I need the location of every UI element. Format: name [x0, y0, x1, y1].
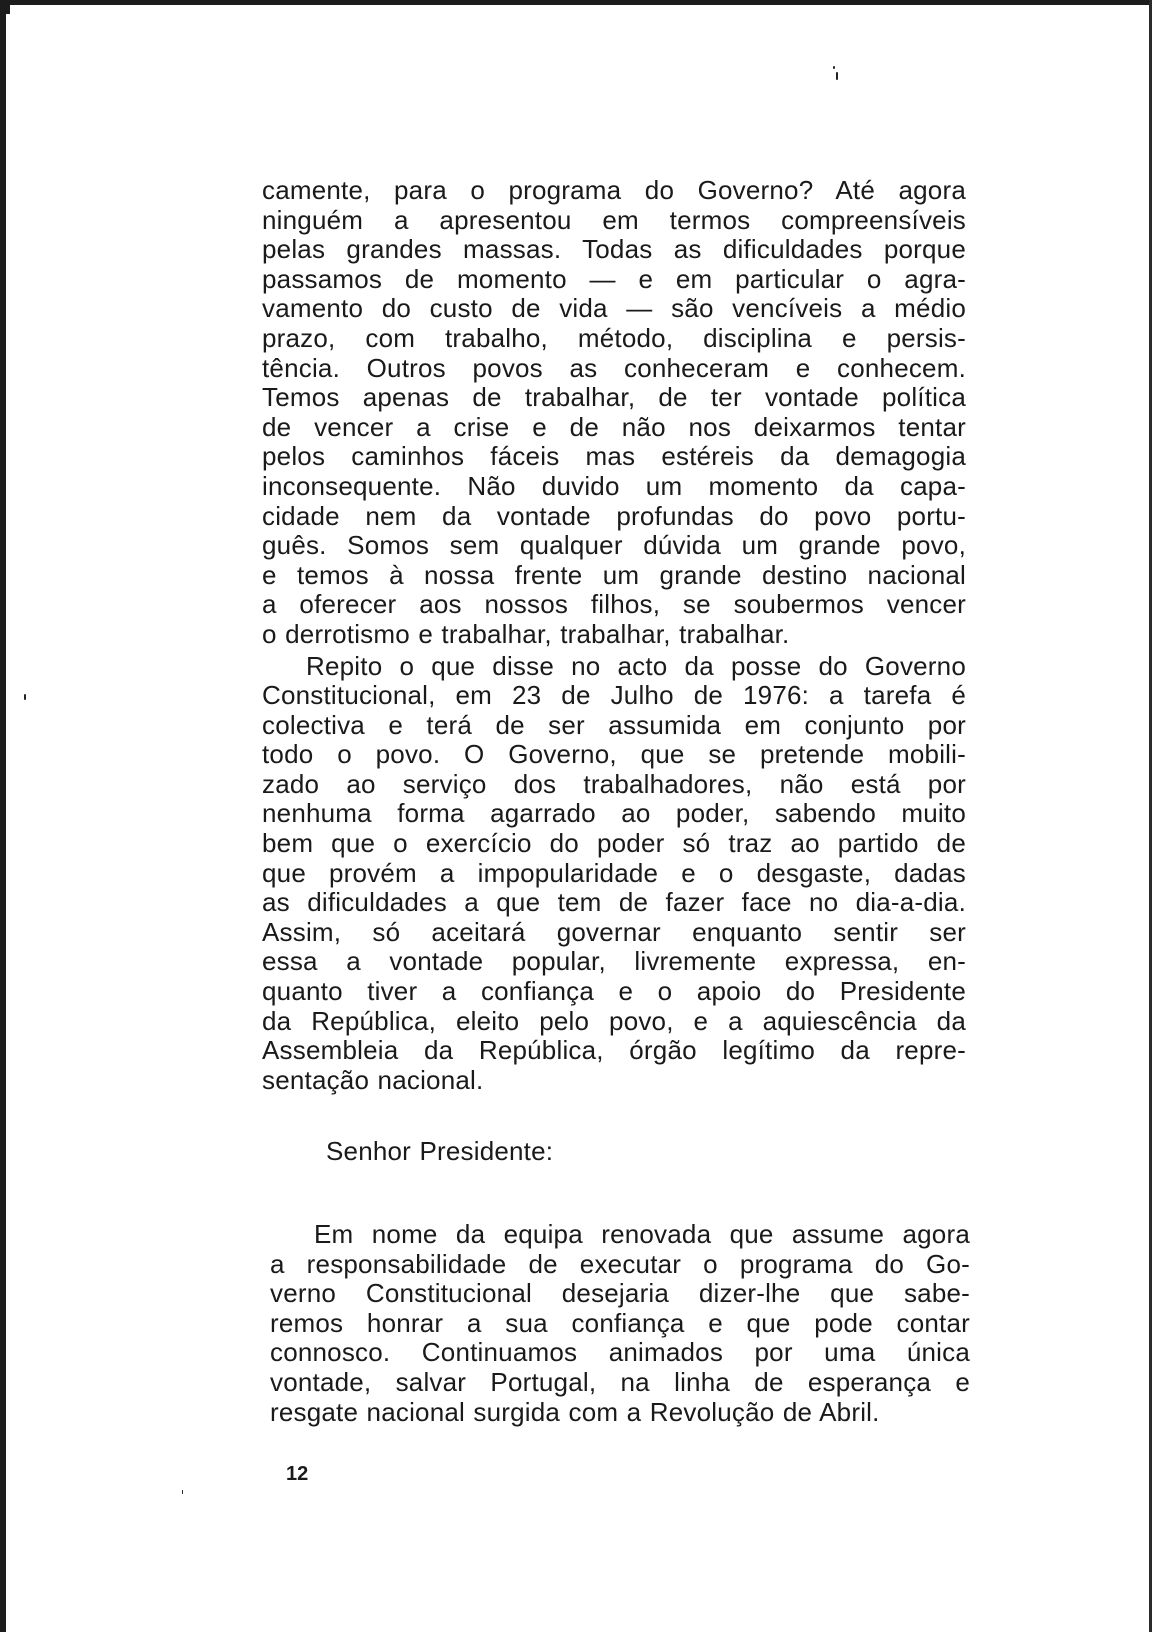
text-line: camente, para o programa do Governo? Até agora — [262, 175, 966, 205]
scan-speck — [182, 1490, 183, 1494]
scan-speck — [24, 694, 26, 700]
scan-border-top — [0, 0, 1152, 5]
salutation: Senhor Presidente: — [326, 1136, 554, 1166]
text-line: sentação nacional. — [262, 1064, 484, 1095]
text-line: passamos de momento — e em particular o agra- — [262, 263, 966, 294]
text-line: nenhuma forma agarrado ao poder, sabendo muito — [262, 798, 966, 829]
text-line: Em nome da equipa renovada que assume agora — [314, 1219, 970, 1249]
text-line: Assembleia da República, órgão legítimo da repre- — [262, 1035, 966, 1066]
text-line: remos honrar a sua confiança e que pode contar — [270, 1307, 970, 1338]
text-line: a responsabilidade de executar o programa do Go- — [270, 1248, 970, 1279]
text-line: cidade nem da vontade profundas do povo portu- — [262, 500, 966, 531]
scan-border-corner — [0, 0, 10, 14]
text-line: que provém a impopularidade e o desgaste, dadas — [262, 857, 966, 888]
text-line: Assim, só aceitará governar enquanto sentir ser — [262, 916, 966, 947]
text-line: ninguém a apresentou em termos compreensíveis — [262, 204, 966, 235]
text-line: tência. Outros povos as conheceram e conhecem. — [262, 352, 966, 383]
text-line: as dificuldades a que tem de fazer face no dia-a-dia. — [262, 887, 966, 918]
text-line: pelas grandes massas. Todas as dificuldades porque — [262, 234, 966, 265]
text-line: zado ao serviço dos trabalhadores, não está por — [262, 768, 966, 799]
text-line: Temos apenas de trabalhar, de ter vontade política — [262, 382, 966, 413]
text-line: o derrotismo e trabalhar, trabalhar, trabalhar. — [262, 618, 790, 649]
scan-speck — [833, 66, 835, 69]
closing-section — [270, 1220, 970, 1427]
text-line: bem que o exercício do poder só traz ao partido de — [262, 828, 966, 859]
document-body — [262, 176, 966, 1095]
text-line: colectiva e terá de ser assumida em conjunto por — [262, 709, 966, 740]
scan-border-left — [0, 0, 6, 1632]
text-line: essa a vontade popular, livremente expressa, en- — [262, 946, 966, 977]
text-line: vontade, salvar Portugal, na linha de esperança e — [270, 1366, 970, 1397]
text-line: pelos caminhos fáceis mas estéreis da demagogia — [262, 441, 966, 472]
text-line: Constitucional, em 23 de Julho de 1976: a tarefa é — [262, 680, 966, 711]
text-line: vamento do custo de vida — são vencíveis a médio — [262, 293, 966, 324]
text-line: de vencer a crise e de não nos deixarmos tentar — [262, 411, 966, 442]
paragraph-2 — [262, 652, 966, 1096]
text-line: e temos à nossa frente um grande destino nacional — [262, 559, 966, 590]
text-line: verno Constitucional desejaria dizer-lhe que sabe- — [270, 1278, 970, 1309]
paragraph-3 — [270, 1220, 970, 1427]
text-line: a oferecer aos nossos filhos, se soubermos vencer — [262, 589, 966, 620]
paragraph-1 — [262, 176, 966, 650]
text-line: guês. Somos sem qualquer dúvida um grande povo, — [262, 530, 966, 561]
text-line: connosco. Continuamos animados por uma única — [270, 1337, 970, 1368]
text-line: quanto tiver a confiança e o apoio do Presidente — [262, 976, 966, 1007]
page-number: 12 — [286, 1463, 309, 1485]
text-line: todo o povo. O Governo, que se pretende mobili- — [262, 739, 966, 770]
text-line: da República, eleito pelo povo, e a aquiescência da — [262, 1005, 966, 1036]
text-line: Repito o que disse no acto da posse do Governo — [306, 650, 966, 681]
text-line: inconsequente. Não duvido um momento da capa- — [262, 470, 966, 501]
text-line: prazo, com trabalho, método, disciplina e persis- — [262, 322, 966, 353]
scan-speck — [836, 72, 838, 80]
text-line: resgate nacional surgida com a Revolução de Abril. — [270, 1396, 880, 1427]
